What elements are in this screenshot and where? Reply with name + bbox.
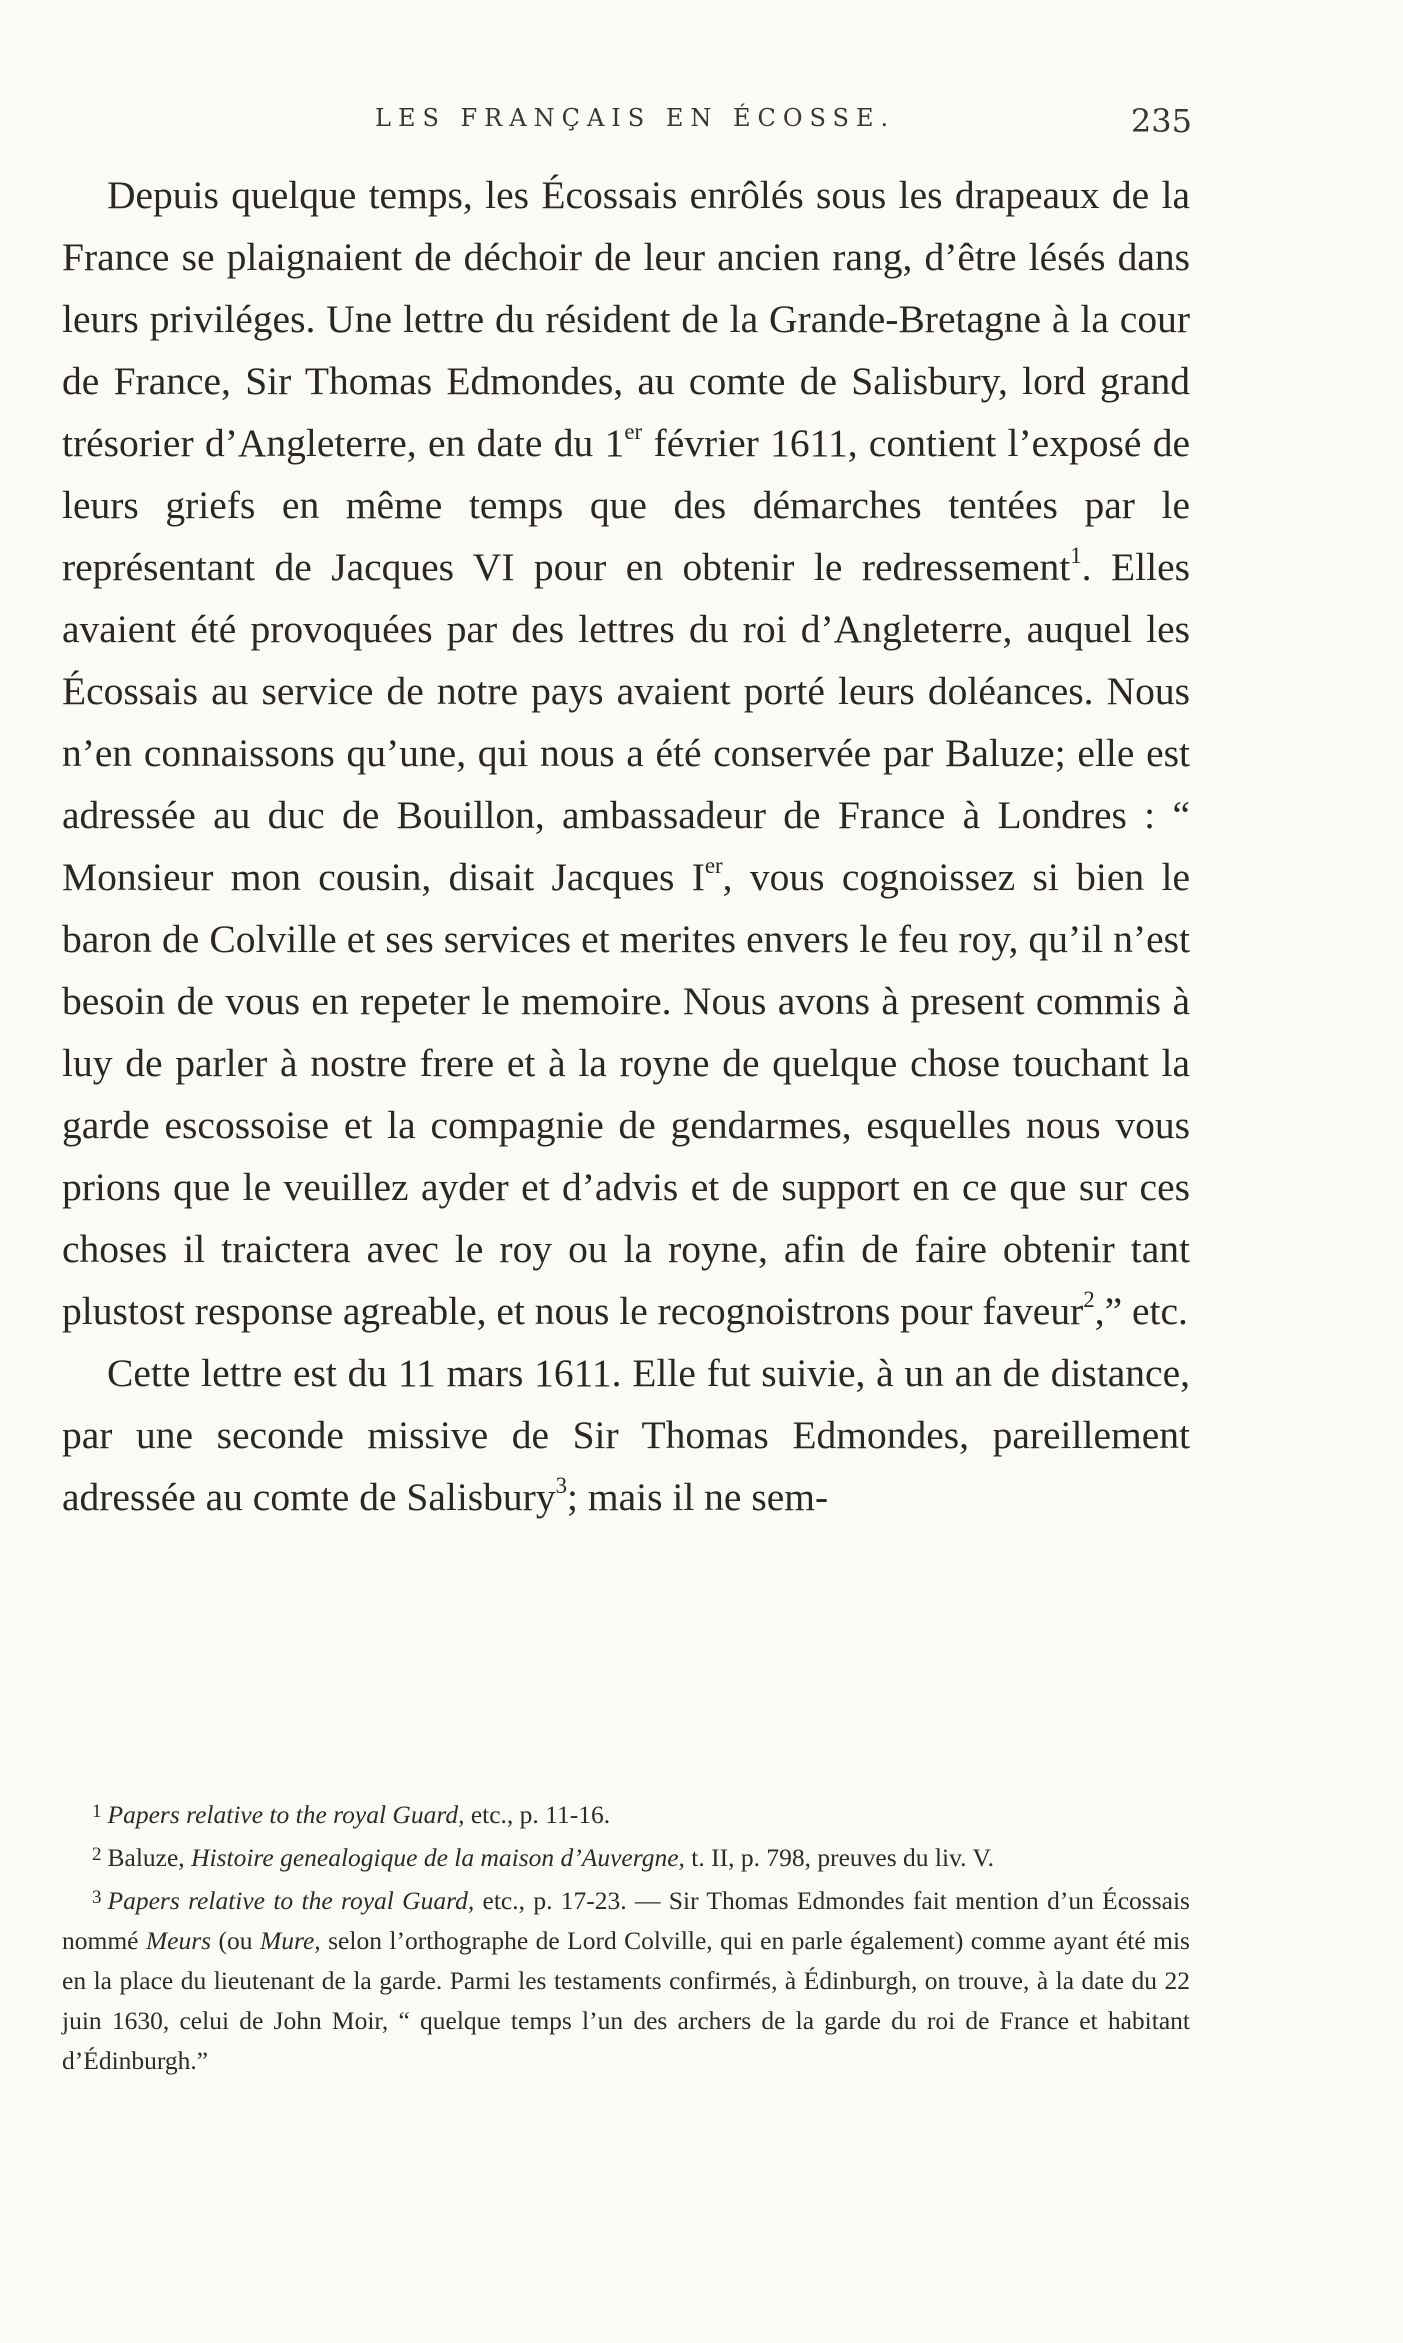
footnote-3 [62,1878,1190,2081]
paragraph-2 [62,1342,1190,1528]
footnote-italic: Papers relative to the royal Guard, [107,1800,465,1829]
superscript-er: er [704,852,723,878]
footnote-number: 2 [92,1844,102,1865]
text-run: . Elles avaient été provoquées par des lettres du roi d’Angleterre, auquel les Écossais au service de notre pays avaient porté leurs doléances. Nous n’en connaissons qu’une, qui nous a été conservée par Baluze; elle est adressée au duc de Bouillon, ambassadeur de France à Londres : “ Monsieur mon cousin, disait Jacques I [62,545,1190,899]
footnote-italic: Histoire genealogique de la maison d’Auvergne, [191,1843,685,1872]
text-run: Cette lettre est du 11 mars 1611. Elle fut suivie, à un an de distance, par une seconde missive de Sir Thomas Edmondes, pareillement adressée au comte de Salisbury [62,1351,1190,1519]
running-title: LES FRANÇAIS EN ÉCOSSE. [375,104,896,132]
text-run: , vous cognoissez si bien le baron de Colville et ses services et merites envers le feu roy, qu’il n’est besoin de vous en repeter le memoire. Nous avons à present commis à luy de parler à nostre frere et à la royne de quelque chose touchant la garde escossoise et la compagnie de gendarmes, esquelles nous vous prions que le veuillez ayder et d’advis et de support en ce que sur ces choses il traictera avec le roy ou la royne, afin de faire obtenir tant plustost response agreable, et nous le recognoistrons pour faveur [62,855,1191,1333]
text-run: Depuis quelque temps, les Écossais enrôlés sous les drapeaux de la France se plaignaient de déchoir de leur ancien rang, d’être lésés dans leurs priviléges. Une lettre du résident de la Grande-Bretagne à la cour de France, Sir Thomas Edmondes, au comte de Salisbury, lord grand trésorier d’Angleterre, en date du 1 [62,173,1190,465]
footnote-number: 3 [92,1887,102,1908]
text-run: ,” etc. [1094,1289,1188,1333]
footnote-2 [62,1835,1190,1878]
footnote-1 [62,1792,1190,1835]
paragraph-1 [62,164,1190,1342]
footnote-ref-3: 3 [555,1472,568,1498]
footnote-italic: Meurs [145,1926,212,1955]
footnote-text: etc., p. 11-16. [464,1800,611,1829]
footnote-text: Baluze, [107,1843,192,1872]
superscript-er: er [624,418,643,444]
footnote-ref-1: 1 [1070,542,1082,568]
footnote-text: t. II, p. 798, preuves du liv. V. [684,1843,994,1872]
text-run: ; mais il ne sem- [567,1475,829,1519]
main-text [62,164,1190,1528]
text-run: février 1611, contient l’exposé de leurs griefs en même temps que des démarches tentées par le représentant de Jacques VI pour en obtenir le redressement [62,421,1190,589]
footnote-ref-2: 2 [1083,1286,1095,1312]
footnote-italic: Mure, [260,1926,321,1955]
footnotes [62,1792,1190,2081]
page-number: 235 [1130,102,1192,140]
running-header [0,104,1403,140]
footnote-text: selon l’orthographe de Lord Colville, qui en parle également) comme ayant été mis en la place du lieutenant de la garde. Parmi les testaments confirmés, à Édinburgh, on trouve, à la date du 22 juin 1630, celui de John Moir, “ quelque temps l’un des archers de la garde du roi de France et habitant d’Édinburgh.” [62,1926,1190,2075]
footnote-number: 1 [92,1801,102,1822]
footnote-italic: Papers relative to the royal Guard, [107,1886,475,1915]
footnote-text: etc., p. 17-23. — Sir Thomas Edmondes fait mention d’un Écossais nommé [62,1886,1190,1955]
footnote-text: (ou [211,1926,260,1955]
